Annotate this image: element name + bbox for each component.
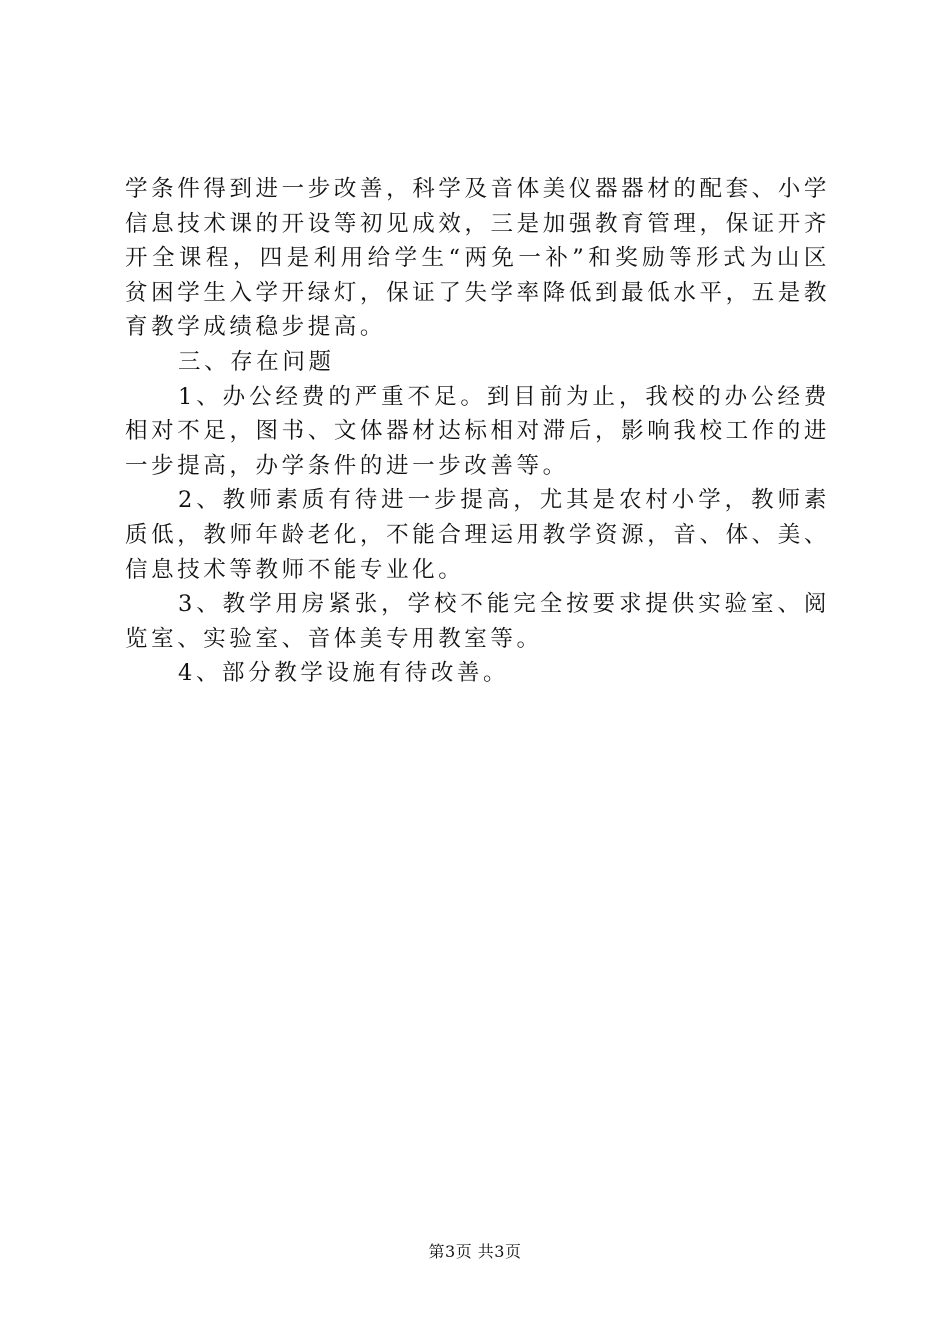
paragraph-problem-1: 1、办公经费的严重不足。到目前为止，我校的办公经费相对不足，图书、文体器材达标相对滞后，影响我校工作的进一步提高，办学条件的进一步改善等。 [125,383,830,479]
paragraph-continuation: 学条件得到进一步改善，科学及音体美仪器器材的配套、小学信息技术课的开设等初见成效，三是加强教育管理，保证开齐开全课程，四是利用给学生“两免一补”和奖励等形式为山区贫困学生入学开绿灯，保证了失学率降低到最低水平，五是教育教学成绩稳步提高。 [125,176,830,341]
section-heading-problems: 三、存在问题 [178,348,335,375]
page-footer: 第3页 共3页 [428,1242,522,1261]
paragraph-problem-2: 2、教师素质有待进一步提高，尤其是农村小学，教师素质低，教师年龄老化，不能合理运用教学资源，音、体、美、信息技术等教师不能专业化。 [125,487,830,583]
paragraph-problem-3: 3、教学用房紧张，学校不能完全按要求提供实验室、阅览室、实验室、音体美专用教室等。 [125,591,830,652]
document-body [125,172,830,691]
paragraph-problem-4: 4、部分教学设施有待改善。 [178,660,510,687]
